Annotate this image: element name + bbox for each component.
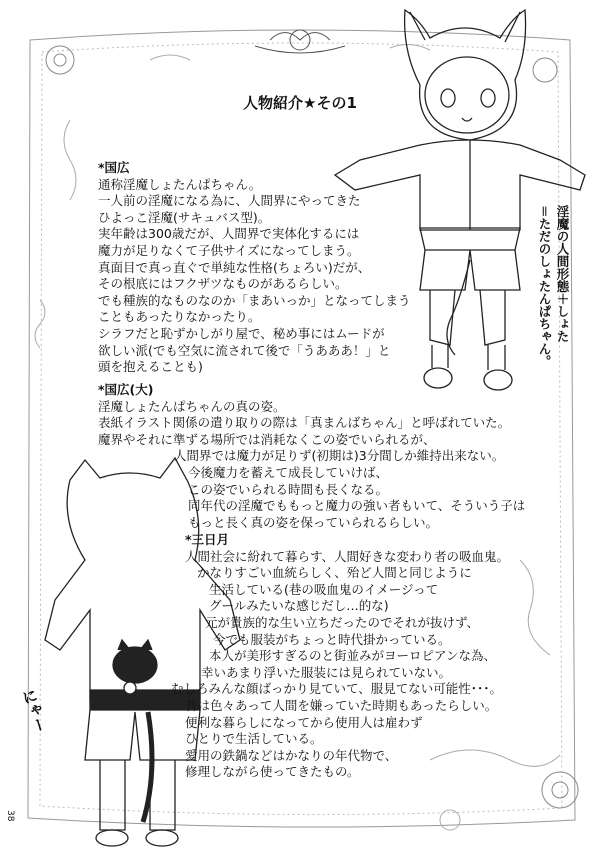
text-line: 実年齢は300歳だが、人間界で実体化するには xyxy=(98,226,360,242)
text-line: むしろみんな顔ばっかり見ていて、服見てない可能性･･･。 xyxy=(171,681,503,697)
text-line: 生活している(巷の吸血鬼のイメージって xyxy=(209,581,439,597)
text-line: こともあったりなかったり。 xyxy=(98,309,261,325)
section-title: *国広(大) xyxy=(98,382,154,397)
text-line: この姿でいられる時間も長くなる。 xyxy=(188,481,389,497)
section-title: *国広 xyxy=(98,160,130,175)
side-caption-line: 淫魔の人間形態＋しょた xyxy=(555,205,570,343)
text-line: 人間社会に紛れて暮らす、人間好きな変わり者の吸血鬼。 xyxy=(185,548,510,564)
page-title: 人物紹介★その1 xyxy=(243,94,357,112)
text-line: その根底にはフクザツなものがあるらしい。 xyxy=(98,276,348,292)
text-line: 表紙イラスト関係の遣り取りの際は「真まんばちゃん」と呼ばれていた。 xyxy=(98,415,511,431)
text-line: 愛用の鉄鍋などはかなりの年代物で、 xyxy=(185,747,398,763)
text-line: 真面目で真っ直ぐで単純な性格(ちょろい)だが、 xyxy=(98,259,371,275)
text-line: ひよっこ淫魔(サキュバス型)。 xyxy=(98,209,271,225)
text-line: 頭を抱えることも) xyxy=(98,359,203,375)
text-line: 欲しい派(でも空気に流されて後で「うあああ！」と xyxy=(98,342,391,358)
text-line: 一人前の淫魔になる為に、人間界にやってきた xyxy=(98,193,361,209)
section-mikazuki xyxy=(171,532,510,781)
page-number: 38 xyxy=(5,810,15,822)
section-kunihiro xyxy=(98,160,411,376)
text-line: 同年代の淫魔でももっと魔力の強い者もいて、そういう子は xyxy=(188,498,526,514)
text-line: 本人が美形すぎるのと街並みがヨーロピアンな為、 xyxy=(209,648,497,664)
text-line: 魔力が足りなくて子供サイズになってしまう。 xyxy=(98,242,360,258)
text-line: 昔は色々あって人間を嫌っていた時期もあったらしい。 xyxy=(185,697,498,713)
text-line: 幸いあまり浮いた服装には見られていない。 xyxy=(201,664,452,680)
text-line: 淫魔しょたんぱちゃんの真の姿。 xyxy=(98,398,286,414)
side-caption xyxy=(535,205,571,368)
text-line: でも種族的なものなのか「まあいっか」となってしまう xyxy=(98,292,411,308)
section-title: *三日月 xyxy=(185,532,230,547)
side-caption-line: ＝ただのしょたんぱちゃん。 xyxy=(537,205,552,368)
text-line: もっと長く真の姿を保っていられるらしい。 xyxy=(188,514,439,530)
text-line: 今後魔力を蓄えて成長していけば、 xyxy=(188,464,389,480)
text-line: 通称淫魔しょたんぱちゃん。 xyxy=(98,176,262,192)
section-kunihiro-adult xyxy=(98,382,525,531)
text-line: 今でも服装がちょっと時代掛かっている。 xyxy=(213,631,451,647)
text-line: ひとりで生活している。 xyxy=(185,731,323,747)
text-line: 便利な暮らしになってから使用人は雇わず xyxy=(185,714,423,730)
text-line: 元が貴族的な生い立ちだったのでそれが抜けず、 xyxy=(205,614,480,630)
text-line: グールみたいな感じだし…的な) xyxy=(209,598,389,614)
text-line: シラフだと恥ずかしがり屋で、秘め事にはムードが xyxy=(98,325,385,341)
text-line: かなりすごい血統らしく、殆ど人間と同じように xyxy=(197,565,472,581)
text-line: 人間界では魔力が足りず(初期は)3分間しか維持出来ない。 xyxy=(174,448,505,464)
text-line: 魔界やそれに準ずる場所では消耗なくこの姿でいられるが、 xyxy=(98,431,436,447)
text-line: 修理しながら使ってきたもの。 xyxy=(185,764,360,780)
sound-effect: にゃー xyxy=(18,686,50,735)
